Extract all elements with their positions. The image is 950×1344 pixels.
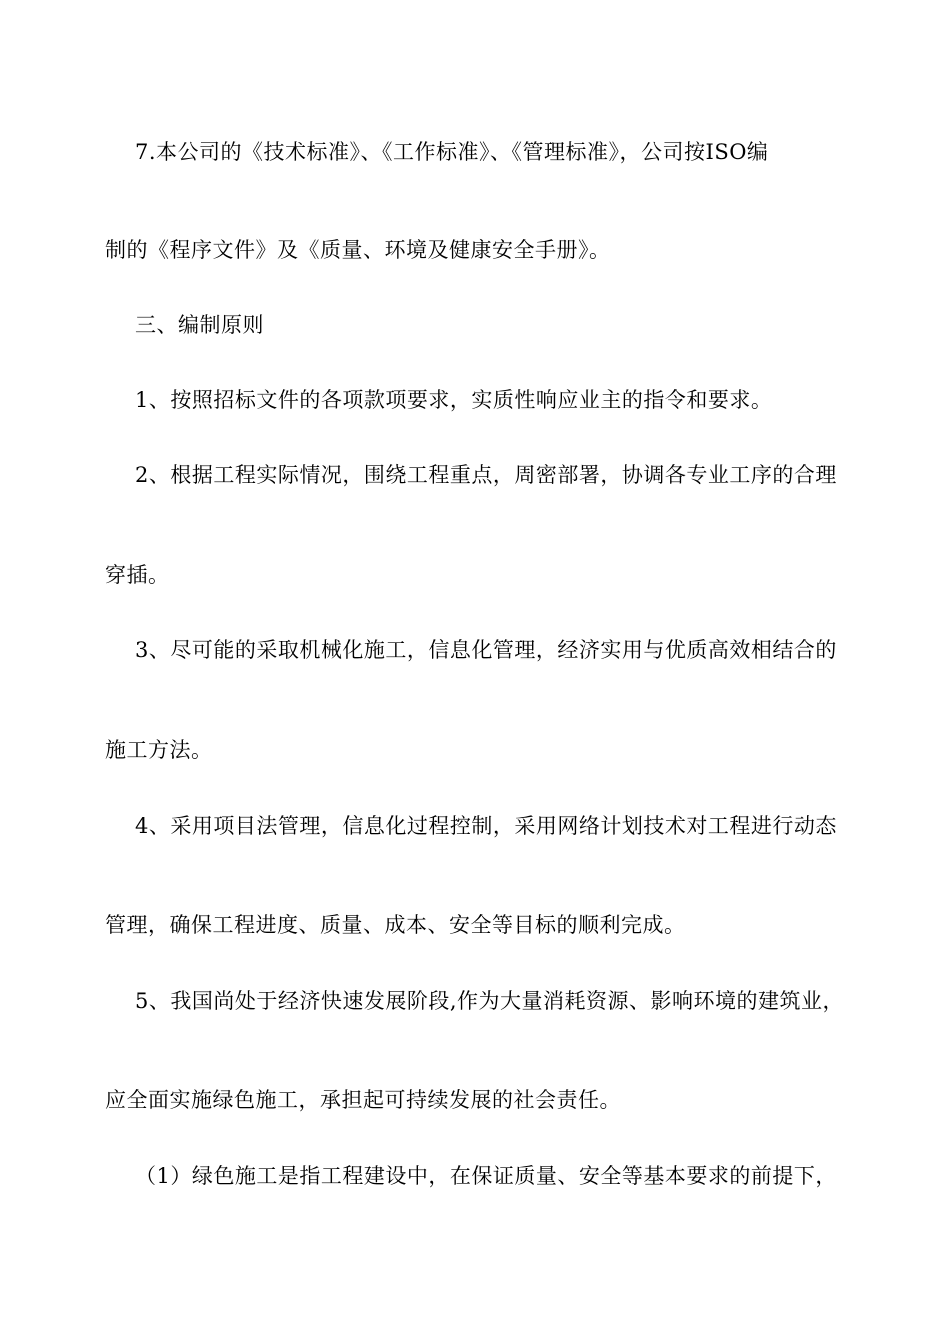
paragraph-line: 3、尽可能的采取机械化施工，信息化管理，经济实用与优质高效相结合的 — [135, 638, 837, 662]
paragraph-line: （1）绿色施工是指工程建设中，在保证质量、安全等基本要求的前提下， — [135, 1164, 837, 1188]
paragraph-line: 管理，确保工程进度、质量、成本、安全等目标的顺利完成。 — [105, 913, 686, 937]
paragraph-line: 制的《程序文件》及《质量、环境及健康安全手册》。 — [105, 238, 611, 262]
section-heading: 三、编制原则 — [135, 313, 264, 337]
paragraph-line: 穿插。 — [105, 563, 170, 587]
paragraph-line: 施工方法。 — [105, 738, 213, 762]
paragraph-line: 1、按照招标文件的各项款项要求，实质性响应业主的指令和要求。 — [135, 388, 773, 412]
paragraph-line: 5、我国尚处于经济快速发展阶段,作为大量消耗资源、影响环境的建筑业， — [135, 989, 845, 1013]
paragraph-line: 2、根据工程实际情况，围绕工程重点，周密部署，协调各专业工序的合理 — [135, 463, 837, 487]
paragraph-line: 7.本公司的《技术标准》、《工作标准》、《管理标准》，公司按ISO编 — [135, 140, 769, 164]
paragraph-line: 4、采用项目法管理，信息化过程控制，采用网络计划技术对工程进行动态 — [135, 814, 837, 838]
paragraph-line: 应全面实施绿色施工，承担起可持续发展的社会责任。 — [105, 1088, 621, 1112]
